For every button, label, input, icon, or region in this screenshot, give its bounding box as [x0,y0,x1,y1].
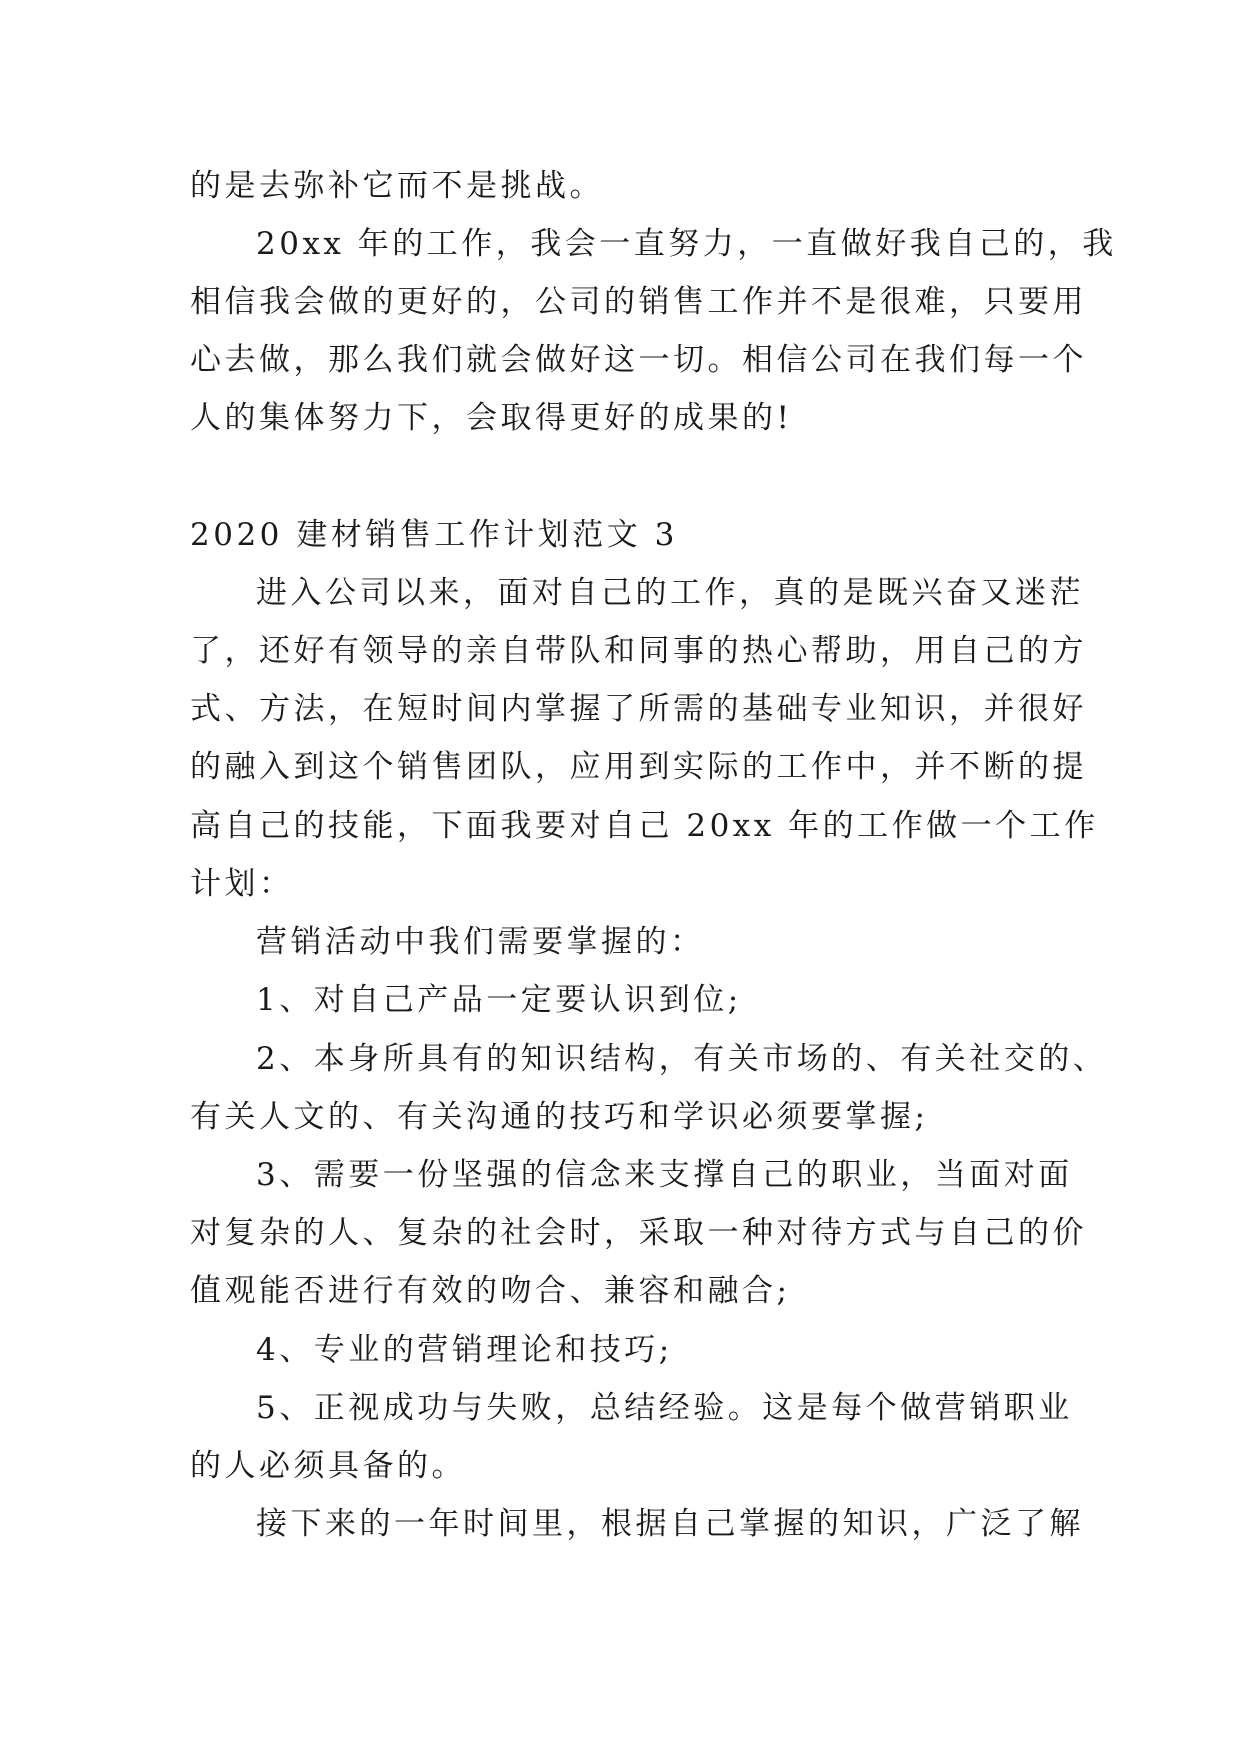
text-line: 式、方法，在短时间内掌握了所需的基础专业知识，并很好 [190,691,1087,727]
text-line: 的人必须具备的。 [190,1448,466,1484]
text-line: 心去做，那么我们就会做好这一切。相信公司在我们每一个 [190,342,1087,378]
text-line: 营销活动中我们需要掌握的： [256,924,705,960]
text-line: 20xx 年的工作，我会一直努力，一直做好我自己的，我 [256,226,1117,262]
text-line: 对复杂的人、复杂的社会时，采取一种对待方式与自己的价 [190,1215,1087,1251]
text-line: 人的集体努力下，会取得更好的成果的! [190,400,793,436]
list-item: 2、本身所具有的知识结构，有关市场的、有关社交的、 [256,1041,1108,1077]
list-item: 3、需要一份坚强的信念来支撑自己的职业，当面对面 [256,1157,1073,1193]
list-item: 5、正视成功与失败，总结经验。这是每个做营销职业 [256,1390,1073,1426]
text-line: 的融入到这个销售团队，应用到实际的工作中，并不断的提 [190,749,1087,785]
text-line: 高自己的技能，下面我要对自己 20xx 年的工作做一个工作 [190,808,1099,844]
list-item: 4、专业的营销理论和技巧; [256,1332,673,1368]
text-line: 了，还好有领导的亲自带队和同事的热心帮助，用自己的方 [190,633,1087,669]
text-line: 有关人文的、有关沟通的技巧和学识必须要掌握; [190,1099,929,1135]
text-line: 值观能否进行有效的吻合、兼容和融合; [190,1273,791,1309]
text-line: 接下来的一年时间里，根据自己掌握的知识，广泛了解 [256,1506,1084,1542]
text-line: 的是去弥补它而不是挑战。 [190,168,604,204]
text-line: 计划： [190,866,294,902]
text-line: 相信我会做的更好的，公司的销售工作并不是很难，只要用 [190,284,1087,320]
text-line: 进入公司以来，面对自己的工作，真的是既兴奋又迷茫 [256,575,1084,611]
list-item: 1、对自己产品一定要认识到位; [256,982,742,1018]
section-heading: 2020 建材销售工作计划范文 3 [190,517,678,553]
